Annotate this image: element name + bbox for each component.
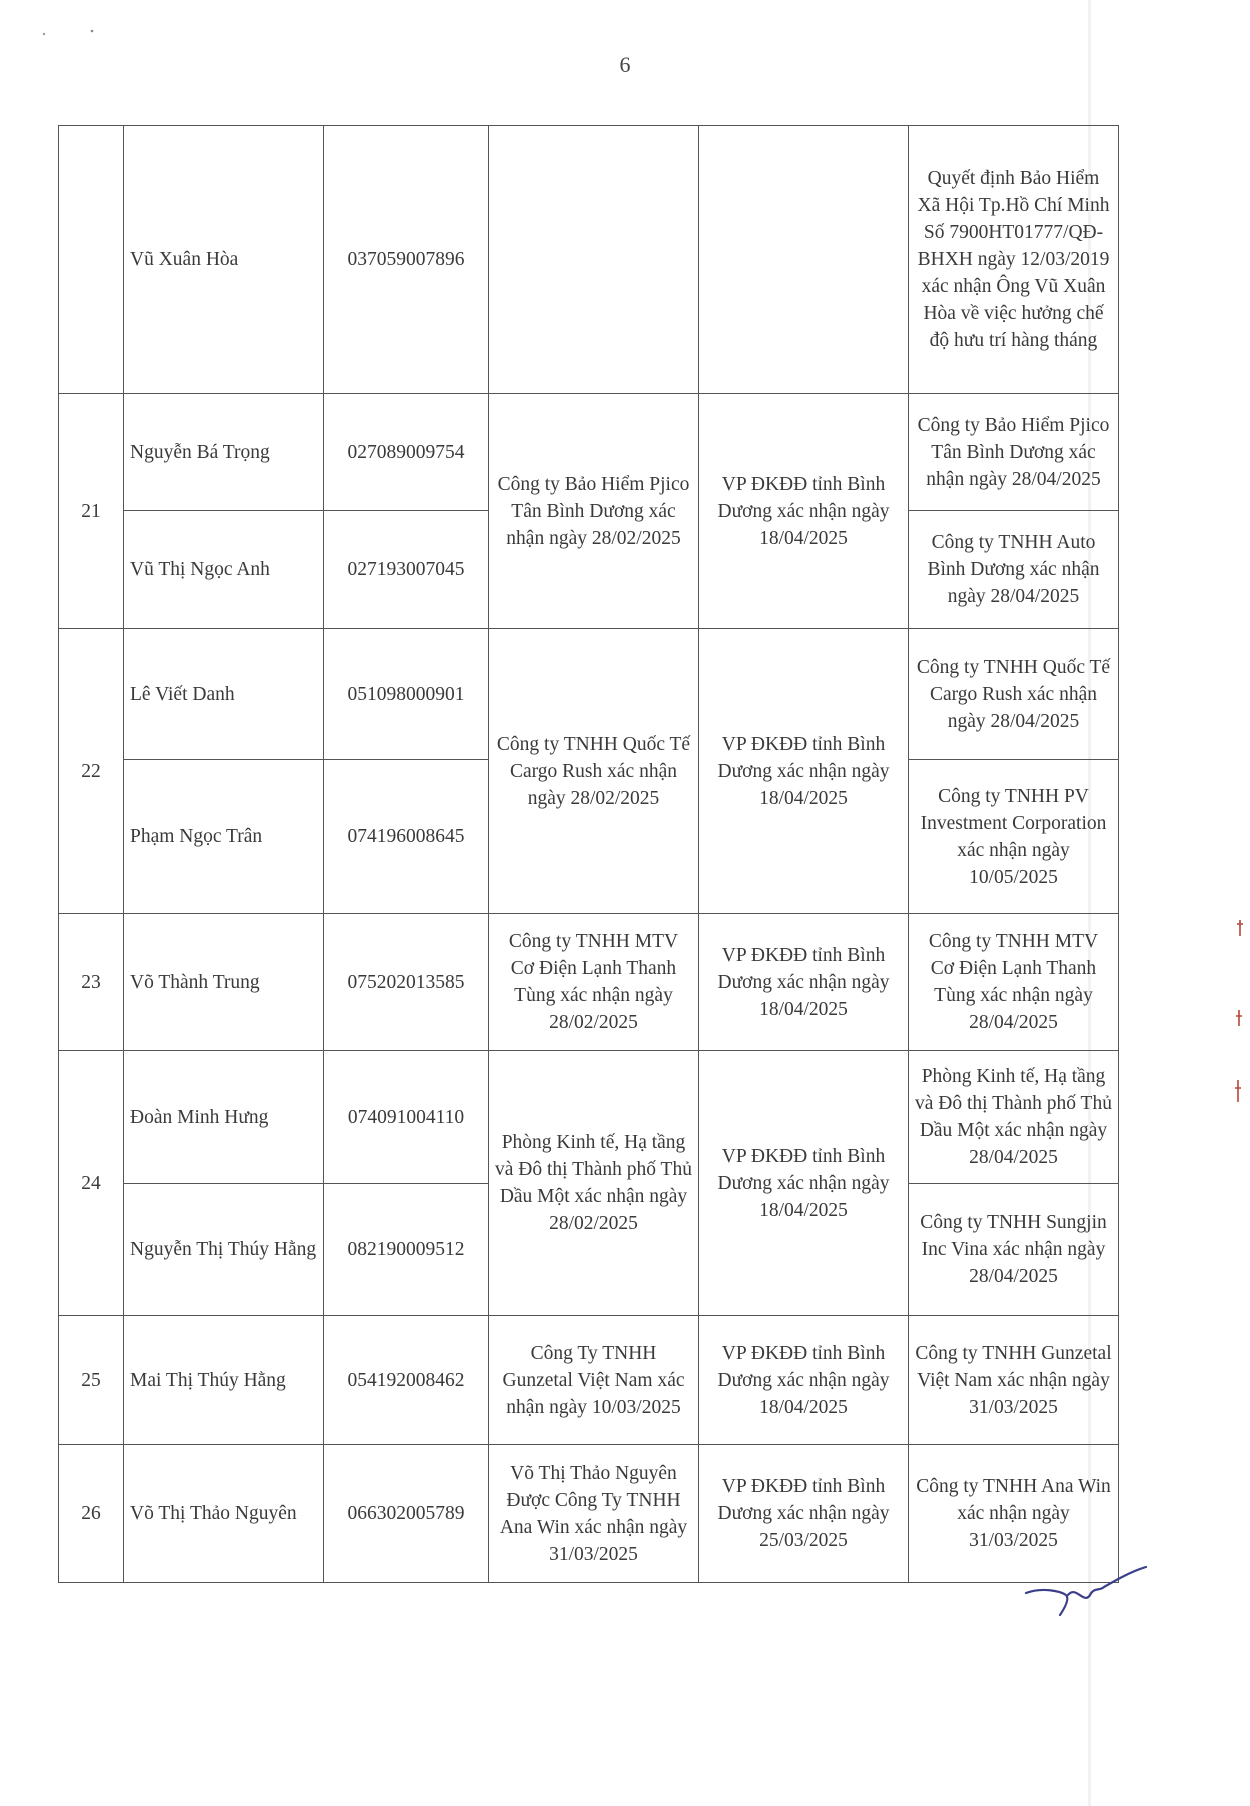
land-office-confirmation-cell: VP ĐKĐĐ tỉnh Bình Dương xác nhận ngày 18/04/2025 bbox=[699, 1051, 909, 1316]
employer-confirmation-cell: Công ty TNHH Quốc Tế Cargo Rush xác nhận ngày 28/02/2025 bbox=[489, 629, 699, 914]
land-office-confirmation-cell: VP ĐKĐĐ tỉnh Bình Dương xác nhận ngày 18/04/2025 bbox=[699, 1316, 909, 1445]
table-row bbox=[59, 1445, 1119, 1583]
land-office-confirmation-cell: VP ĐKĐĐ tỉnh Bình Dương xác nhận ngày 18/04/2025 bbox=[699, 629, 909, 914]
employer-confirmation-cell bbox=[489, 126, 699, 394]
stt-cell: 25 bbox=[59, 1316, 124, 1445]
name-cell: Vũ Xuân Hòa bbox=[124, 126, 324, 394]
stt-cell: 23 bbox=[59, 914, 124, 1051]
scan-speck bbox=[40, 28, 100, 38]
signature-mark bbox=[1020, 1565, 1150, 1625]
records-table bbox=[58, 125, 1119, 1583]
table-row bbox=[59, 126, 1119, 394]
employer-confirmation-cell: Phòng Kinh tế, Hạ tầng và Đô thị Thành phố Thủ Dầu Một xác nhận ngày 28/02/2025 bbox=[489, 1051, 699, 1316]
current-confirmation-cell: Phòng Kinh tế, Hạ tầng và Đô thị Thành phố Thủ Dầu Một xác nhận ngày 28/04/2025 bbox=[909, 1051, 1119, 1184]
id-cell: 051098000901 bbox=[324, 629, 489, 760]
name-cell: Lê Viết Danh bbox=[124, 629, 324, 760]
table-row bbox=[59, 1051, 1119, 1184]
name-cell: Phạm Ngọc Trân bbox=[124, 760, 324, 914]
id-cell: 027089009754 bbox=[324, 394, 489, 511]
id-cell: 082190009512 bbox=[324, 1184, 489, 1316]
stt-cell: 21 bbox=[59, 394, 124, 629]
table-row bbox=[59, 629, 1119, 760]
current-confirmation-cell: Công ty TNHH Quốc Tế Cargo Rush xác nhận ngày 28/04/2025 bbox=[909, 629, 1119, 760]
employer-confirmation-cell: Công Ty TNHH Gunzetal Việt Nam xác nhận ngày 10/03/2025 bbox=[489, 1316, 699, 1445]
current-confirmation-cell: Công ty TNHH Ana Win xác nhận ngày 31/03/2025 bbox=[909, 1445, 1119, 1583]
employer-confirmation-cell: Công ty Bảo Hiểm Pjico Tân Bình Dương xác nhận ngày 28/02/2025 bbox=[489, 394, 699, 629]
stt-cell: 22 bbox=[59, 629, 124, 914]
land-office-confirmation-cell bbox=[699, 126, 909, 394]
name-cell: Mai Thị Thúy Hằng bbox=[124, 1316, 324, 1445]
table-row bbox=[59, 394, 1119, 511]
name-cell: Võ Thị Thảo Nguyên bbox=[124, 1445, 324, 1583]
stt-cell: 26 bbox=[59, 1445, 124, 1583]
id-cell: 074091004110 bbox=[324, 1051, 489, 1184]
table-row bbox=[59, 1316, 1119, 1445]
employer-confirmation-cell: Võ Thị Thảo Nguyên Được Công Ty TNHH Ana Win xác nhận ngày 31/03/2025 bbox=[489, 1445, 699, 1583]
id-cell: 066302005789 bbox=[324, 1445, 489, 1583]
current-confirmation-cell: Công ty TNHH Auto Bình Dương xác nhận ngày 28/04/2025 bbox=[909, 511, 1119, 629]
stt-cell bbox=[59, 126, 124, 394]
current-confirmation-cell: Quyết định Bảo Hiểm Xã Hội Tp.Hồ Chí Minh Số 7900HT01777/QĐ-BHXH ngày 12/03/2019 xác nhận Ông Vũ Xuân Hòa về việc hưởng chế độ hưu trí hàng tháng bbox=[909, 126, 1119, 394]
id-cell: 054192008462 bbox=[324, 1316, 489, 1445]
current-confirmation-cell: Công ty TNHH Sungjin Inc Vina xác nhận ngày 28/04/2025 bbox=[909, 1184, 1119, 1316]
current-confirmation-cell: Công ty TNHH Gunzetal Việt Nam xác nhận ngày 31/03/2025 bbox=[909, 1316, 1119, 1445]
name-cell: Nguyễn Thị Thúy Hằng bbox=[124, 1184, 324, 1316]
name-cell: Võ Thành Trung bbox=[124, 914, 324, 1051]
margin-stamp-marks bbox=[1228, 910, 1248, 1130]
stt-cell: 24 bbox=[59, 1051, 124, 1316]
name-cell: Vũ Thị Ngọc Anh bbox=[124, 511, 324, 629]
land-office-confirmation-cell: VP ĐKĐĐ tỉnh Bình Dương xác nhận ngày 25/03/2025 bbox=[699, 1445, 909, 1583]
employer-confirmation-cell: Công ty TNHH MTV Cơ Điện Lạnh Thanh Tùng xác nhận ngày 28/02/2025 bbox=[489, 914, 699, 1051]
page-number: 6 bbox=[619, 52, 631, 77]
id-cell: 027193007045 bbox=[324, 511, 489, 629]
id-cell: 075202013585 bbox=[324, 914, 489, 1051]
current-confirmation-cell: Công ty TNHH PV Investment Corporation xác nhận ngày 10/05/2025 bbox=[909, 760, 1119, 914]
land-office-confirmation-cell: VP ĐKĐĐ tỉnh Bình Dương xác nhận ngày 18/04/2025 bbox=[699, 914, 909, 1051]
id-cell: 037059007896 bbox=[324, 126, 489, 394]
table-row bbox=[59, 914, 1119, 1051]
name-cell: Đoàn Minh Hưng bbox=[124, 1051, 324, 1184]
land-office-confirmation-cell: VP ĐKĐĐ tỉnh Bình Dương xác nhận ngày 18/04/2025 bbox=[699, 394, 909, 629]
name-cell: Nguyễn Bá Trọng bbox=[124, 394, 324, 511]
current-confirmation-cell: Công ty TNHH MTV Cơ Điện Lạnh Thanh Tùng xác nhận ngày 28/04/2025 bbox=[909, 914, 1119, 1051]
current-confirmation-cell: Công ty Bảo Hiểm Pjico Tân Bình Dương xác nhận ngày 28/04/2025 bbox=[909, 394, 1119, 511]
id-cell: 074196008645 bbox=[324, 760, 489, 914]
